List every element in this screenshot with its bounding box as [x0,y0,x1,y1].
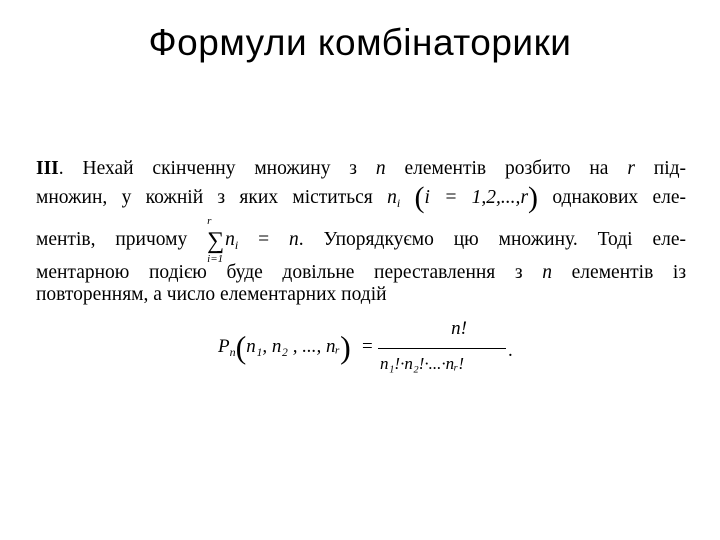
text-line-3: ментів, причому r ∑ i=1 $n_i = n$. Упорядкуємо цю множину. Тоді еле- [36,215,686,265]
formula-denominator: n₁!·n₂!·...·nᵣ! [380,354,464,373]
formula-period: . [508,340,513,361]
slide-title: Формули комбінаторики [148,22,572,63]
text-line-2: множин, у кожній з яких міститься $n_i$ (i = 1,2,...,r) однакових еле- [36,181,687,214]
text-line-1: III. Нехай скінченну множину з n елементів розбито на r під- [36,158,687,179]
section-label: III [36,158,59,179]
formula-lhs: $P_n(n_1$, n₂ , ..., nᵣ) [218,329,351,365]
formula-numerator: n! [451,318,467,339]
permutation-formula [218,318,518,388]
sum-symbol: r ∑ i=1 [207,215,225,265]
text-line-5: повторенням, а число елементарних подій [36,284,387,305]
formula-equals: = [362,336,373,357]
fraction-bar [378,348,506,349]
text-line-4: ментарною подією буде довільне переставлення з n елементів із [36,262,687,283]
